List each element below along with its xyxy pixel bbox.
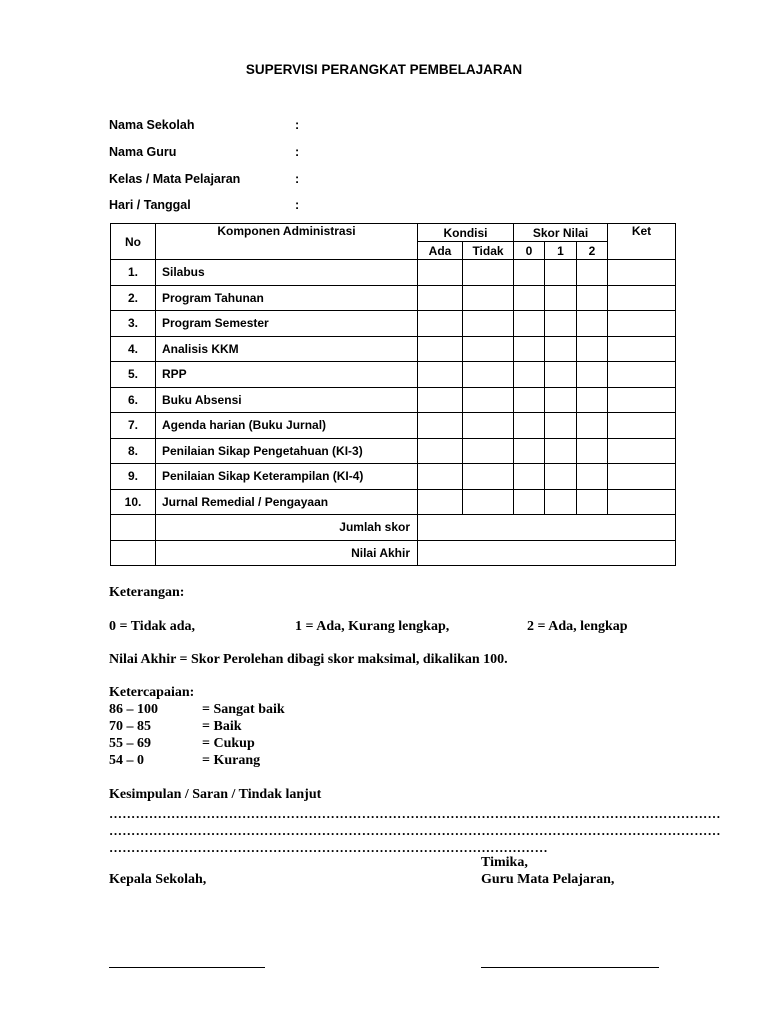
header-skor-2: 2 [577,242,608,260]
row-number: 4. [111,336,156,362]
ketercapaian-range: 70 – 85 [109,719,151,734]
header-ket: Ket [608,224,676,260]
table-row [111,413,676,439]
nilai-akhir-row [111,540,676,566]
header-skor-nilai: Skor Nilai [514,224,608,242]
kondisi-tidak-cell[interactable] [463,438,514,464]
table-row [111,489,676,515]
header-skor-0: 0 [514,242,545,260]
skor-2-cell[interactable] [577,311,608,337]
row-number: 5. [111,362,156,388]
kondisi-tidak-cell[interactable] [463,413,514,439]
kondisi-ada-cell[interactable] [418,311,463,337]
ketercapaian-desc: = Kurang [202,753,261,768]
info-colon: : [295,172,300,186]
empty-cell [111,515,156,541]
kondisi-tidak-cell[interactable] [463,311,514,337]
skor-2-cell[interactable] [577,260,608,286]
skor-0-cell[interactable] [514,438,545,464]
kondisi-tidak-cell[interactable] [463,362,514,388]
ket-cell[interactable] [608,387,676,413]
legend-2: 2 = Ada, lengkap [527,619,628,634]
info-label: Hari / Tanggal [109,198,191,212]
row-component: Silabus [156,260,418,286]
ket-cell[interactable] [608,362,676,388]
skor-1-cell[interactable] [545,260,577,286]
row-component: Program Semester [156,311,418,337]
skor-2-cell[interactable] [577,489,608,515]
skor-0-cell[interactable] [514,336,545,362]
skor-0-cell[interactable] [514,311,545,337]
kondisi-ada-cell[interactable] [418,464,463,490]
ket-cell[interactable] [608,311,676,337]
kesimpulan-line[interactable]: ………………………………………………………………………………………………………………………… [109,823,721,838]
table-row [111,260,676,286]
skor-2-cell[interactable] [577,438,608,464]
kondisi-tidak-cell[interactable] [463,336,514,362]
legend-0: 0 = Tidak ada, [109,619,196,634]
info-label: Nama Sekolah [109,118,195,132]
info-colon: : [295,198,300,212]
kesimpulan-line[interactable]: ………………………………………………………………………………………………………………………… [109,806,721,821]
ketercapaian-range: 86 – 100 [109,702,158,717]
skor-1-cell[interactable] [545,311,577,337]
ketercapaian-range: 55 – 69 [109,736,151,751]
kondisi-tidak-cell[interactable] [463,387,514,413]
signature-place: Timika, [481,855,528,870]
row-component: Analisis KKM [156,336,418,362]
skor-0-cell[interactable] [514,285,545,311]
table-row [111,362,676,388]
skor-2-cell[interactable] [577,285,608,311]
kondisi-tidak-cell[interactable] [463,285,514,311]
kesimpulan-line[interactable]: ……………………………………………………………………………………… [109,840,548,855]
header-ada: Ada [418,242,463,260]
row-component: Program Tahunan [156,285,418,311]
header-tidak: Tidak [463,242,514,260]
kesimpulan-heading: Kesimpulan / Saran / Tindak lanjut [109,787,322,802]
ketercapaian-desc: = Sangat baik [202,702,285,717]
header-skor-1: 1 [545,242,577,260]
info-label: Kelas / Mata Pelajaran [109,172,241,186]
skor-0-cell[interactable] [514,413,545,439]
skor-2-cell[interactable] [577,362,608,388]
row-component: RPP [156,362,418,388]
row-component: Penilaian Sikap Pengetahuan (KI-3) [156,438,418,464]
jumlah-skor-value-cell[interactable] [418,515,676,541]
skor-1-cell[interactable] [545,413,577,439]
ket-cell[interactable] [608,413,676,439]
ket-cell[interactable] [608,438,676,464]
skor-1-cell[interactable] [545,362,577,388]
keterangan-heading: Keterangan: [109,585,185,600]
kondisi-ada-cell[interactable] [418,362,463,388]
kondisi-ada-cell[interactable] [418,260,463,286]
kondisi-ada-cell[interactable] [418,336,463,362]
row-component: Jurnal Remedial / Pengayaan [156,489,418,515]
ketercapaian-desc: = Baik [202,719,242,734]
skor-1-cell[interactable] [545,489,577,515]
skor-0-cell[interactable] [514,464,545,490]
skor-1-cell[interactable] [545,387,577,413]
kondisi-ada-cell[interactable] [418,438,463,464]
row-number: 3. [111,311,156,337]
info-colon: : [295,145,300,159]
skor-2-cell[interactable] [577,336,608,362]
jumlah-skor-label: Jumlah skor [156,515,418,541]
skor-1-cell[interactable] [545,285,577,311]
header-kondisi: Kondisi [418,224,514,242]
header-komponen: Komponen Administrasi [156,224,418,260]
ket-cell[interactable] [608,336,676,362]
nilai-akhir-value-cell[interactable] [418,540,676,566]
row-number: 7. [111,413,156,439]
guru-signature-line [481,967,659,968]
kondisi-ada-cell[interactable] [418,285,463,311]
table-row [111,464,676,490]
table-row [111,387,676,413]
empty-cell [111,540,156,566]
kondisi-ada-cell[interactable] [418,489,463,515]
row-number: 9. [111,464,156,490]
kondisi-ada-cell[interactable] [418,387,463,413]
kondisi-tidak-cell[interactable] [463,489,514,515]
skor-1-cell[interactable] [545,336,577,362]
row-number: 6. [111,387,156,413]
kondisi-tidak-cell[interactable] [463,260,514,286]
kepala-sekolah-signature-line [109,967,265,968]
skor-2-cell[interactable] [577,387,608,413]
skor-0-cell[interactable] [514,387,545,413]
table-row [111,285,676,311]
kepala-sekolah-title: Kepala Sekolah, [109,872,207,887]
table-header-row [111,224,676,242]
page-title: SUPERVISI PERANGKAT PEMBELAJARAN [245,62,523,77]
row-component: Penilaian Sikap Keterampilan (KI-4) [156,464,418,490]
skor-0-cell[interactable] [514,260,545,286]
ket-cell[interactable] [608,285,676,311]
header-no: No [111,224,156,260]
row-number: 2. [111,285,156,311]
table-row [111,438,676,464]
row-component: Agenda harian (Buku Jurnal) [156,413,418,439]
kondisi-ada-cell[interactable] [418,413,463,439]
row-number: 1. [111,260,156,286]
ket-cell[interactable] [608,260,676,286]
ketercapaian-desc: = Cukup [202,736,255,751]
legend-1: 1 = Ada, Kurang lengkap, [295,619,450,634]
kondisi-tidak-cell[interactable] [463,464,514,490]
nilai-akhir-note: Nilai Akhir = Skor Perolehan dibagi skor maksimal, dikalikan 100. [109,652,508,667]
skor-2-cell[interactable] [577,413,608,439]
ket-cell[interactable] [608,464,676,490]
skor-1-cell[interactable] [545,464,577,490]
guru-title: Guru Mata Pelajaran, [481,872,615,887]
info-label: Nama Guru [109,145,177,159]
row-number: 8. [111,438,156,464]
info-colon: : [295,118,300,132]
skor-1-cell[interactable] [545,438,577,464]
nilai-akhir-label: Nilai Akhir [156,540,418,566]
jumlah-skor-row [111,515,676,541]
skor-0-cell[interactable] [514,362,545,388]
assessment-table [110,223,676,566]
ket-cell[interactable] [608,489,676,515]
ketercapaian-range: 54 – 0 [109,753,144,768]
table-row [111,311,676,337]
skor-2-cell[interactable] [577,464,608,490]
row-number: 10. [111,489,156,515]
row-component: Buku Absensi [156,387,418,413]
table-row [111,336,676,362]
skor-0-cell[interactable] [514,489,545,515]
ketercapaian-heading: Ketercapaian: [109,685,195,700]
